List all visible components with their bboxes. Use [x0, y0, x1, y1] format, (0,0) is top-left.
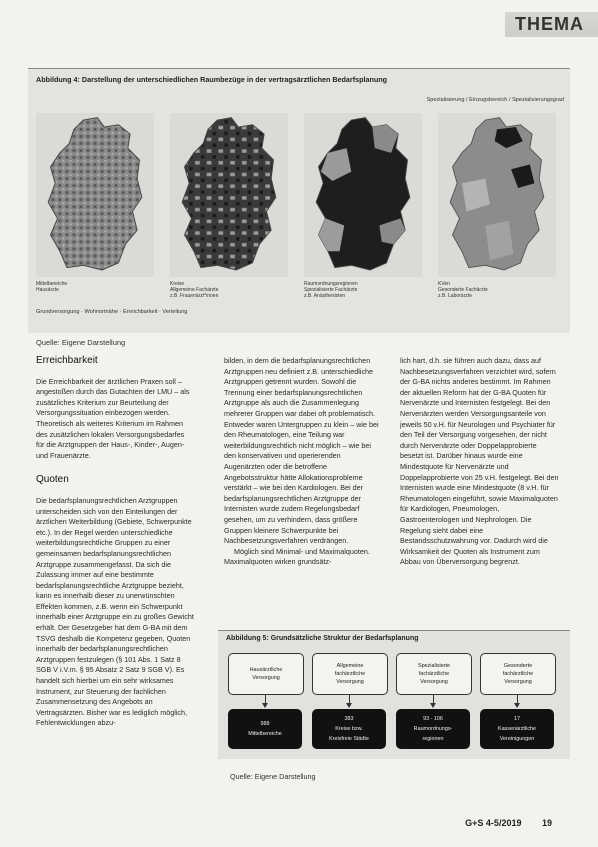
map-label: Kreise Allgemeine Fachärzte z.B. Frauenärzt*innen	[170, 281, 219, 299]
map-kreise	[170, 113, 288, 277]
text-column-3	[400, 356, 560, 568]
paragraph: lich hart, d.h. sie führen auch dazu, dass auf Nachbesetzungsverfahren verzichtet wird, sofern der G-BA nichts anderes bestimmt. Im Rahmen der aktuellen Reform hat der G-BA Quoten für Nervenärzte und Internisten festgelegt. Bei den Nervenärzten werden Versorgungsanteile von jeweils 50 v.H. für Neurologen und Psychiater für den Teil der Versorgung vorgesehen, der nicht durch Nervenärzte oder Doppelapprobierte besetzt ist. Darüber hinaus wurde eine Mindestquote für Nervenärzte und Doppelapprobierte von 25 v.H. festgelegt. Bei den Internisten wurde eine Mindestquote (8 v.H. für Rheumatologen eingeführt, sowie Maximalquoten für Kardiologen, Pneumologen, Gastroenterologen und Nephrologen. Die Regelung sieht dabei eine Bestandsschutzwahrung vor. Dadurch wird die Wirksamkeit der Quoten als Instrument zum Abbau von Überversorgung begrenzt.	[400, 356, 559, 567]
paragraph: Die bedarfsplanungsrechtlichen Arztgruppen unterscheiden sich von den Einteilungen der ärztlichen Weiterbildung (Gebiete, Schwerpunkte etc.). In der Regel werden unterschiedliche weiterbildungsrechtliche Gruppen zu einer gemeinsamen bedarfsplanungsrechtlichen Arztgruppe zusammengefasst. Da sich die Zulassung immer auf eine bestimmte bedarfsplanungsrechtliche Arztgruppe bezieht, kann es innerhalb dieser zu unerwünschten Effekten kommen, z.B. wenn ein Schwerpunkt innerhalb einer Arztgruppe ein zu großes Gewicht erhält. Der Gesetzgeber hat dem G-BA mit dem TSVG deshalb die Kompetenz gegeben, Quoten innerhalb der bedarfsplanungsrechtlichen Arztgruppen festzulegen (§ 101 Abs. 1 Satz 8 SGB V i.V.m. § 95 Absatz 2 Satz 9 SGB V). Es handelt sich hierbei um ein sehr wirksames Instrument, zur Steuerung der fachlichen Zusammensetzung des Angebots an Vertragsärzten. Bisher war es lediglich möglich, Fehlentwicklungen abzu-	[36, 495, 194, 728]
germany-map-kreise	[170, 113, 288, 277]
germany-map-fine	[36, 113, 154, 277]
figure-5	[218, 630, 570, 759]
paragraph: Die Erreichbarkeit der ärztlichen Praxen soll – angestoßen durch das Gutachten der LMU – als zusätzliches Kriterium zur Beurteilung der Versorgungssituation einbezogen werden. Theoretisch als weiteres Kriterium im Rahmen des zusätzlichen lokalen Versorgungsbedarfes für die Arztgruppen der Haus-, Kinder-, Augen- und Frauenärzte.	[36, 376, 190, 460]
arrow-down-icon	[433, 694, 434, 706]
box-spezialisiert: Spezialisierte fachärztliche Versorgung	[396, 653, 472, 695]
figure-4-title: Abbildung 4: Darstellung der unterschiedlichen Raumbezüge in der vertragsärztlichen Bedarfsplanung	[36, 75, 388, 84]
box-raumordnungsregionen: 93 - 106 Raumordnungs- regionen	[396, 709, 470, 749]
figure-4	[28, 68, 570, 333]
arrow-down-icon	[265, 694, 266, 706]
arrow-down-icon	[517, 694, 518, 706]
box-kven: 17 Kassenärztliche Vereinigungen	[480, 709, 554, 749]
germany-map-kven	[438, 113, 556, 277]
text-column-1	[36, 356, 194, 729]
section-label: THEMA	[505, 12, 598, 37]
figure-4-footnote: Grundversorgung · Wohnortnähe · Erreichbarkeit · Verteilung	[36, 309, 188, 315]
box-mittelbereiche: 988 Mittelbereiche	[228, 709, 302, 749]
map-mittelbereiche	[36, 113, 154, 277]
journal-issue: G+S 4-5/2019	[465, 818, 522, 828]
figure-5-source: Quelle: Eigene Darstellung	[230, 772, 316, 781]
figure-4-source: Quelle: Eigene Darstellung	[36, 338, 126, 347]
paragraph: Möglich sind Minimal- und Maximalquoten. Maximalquoten wirken grundsätz-	[224, 546, 370, 567]
box-gesondert: Gesonderte fachärztliche Versorgung	[480, 653, 556, 695]
paragraph: bilden, in dem die bedarfsplanungsrechtlichen Arztgruppen neu definiert z.B. unterschiedliche Arztgruppen getrennt wurden. Sowohl die Trennung einer bedarfsplanungsrechtlichen Arztgruppe als auch die Zusammenlegung mehrerer Gruppen war dabei oft problematisch. Entweder waren Untergruppen zu klein – wie bei den Rheumatologen, eine Teilung war weiterbildungsrechtlich nicht möglich – wie bei den konservativen und operierenden Augenärzten oder die betroffene Angebotsstruktur hätte Allokationsprobleme verstärkt – wie bei den Kardiologen. Bei der bedarfsplanungsrechtlichen Arztgruppe der Internisten wurde zudem Regelungsbedarf gesehen, um zu verhindern, dass größere Gruppen kleinere Schwerpunkte bei Nachbesetzungsverfahren verdrängen.	[224, 356, 379, 546]
text-column-2	[224, 356, 382, 568]
box-allgemein: Allgemeine fachärztliche Versorgung	[312, 653, 388, 695]
figure-5-title: Abbildung 5: Grundsätzliche Struktur der Bedarfsplanung	[226, 635, 419, 642]
map-kven	[438, 113, 556, 277]
map-label: Mittelbereiche Hausärzte	[36, 281, 68, 293]
page-footer	[465, 818, 552, 828]
germany-map-regions	[304, 113, 422, 277]
figure-4-legend: Spezialisierung / Einzugsbereich / Spezialisierungsgrad	[426, 97, 564, 103]
map-label: Raumordnungsregionen Spezialisierte Fachärzte z.B. Anästhesisten	[304, 281, 358, 299]
heading-quoten: Quoten	[36, 474, 69, 486]
map-label: KVen Gesonderte Fachärzte z.B. Laborärzte	[438, 281, 488, 299]
box-hausaerztlich: Hausärztliche Versorgung	[228, 653, 304, 695]
arrow-down-icon	[349, 694, 350, 706]
map-raumordnungsregionen	[304, 113, 422, 277]
heading-erreichbarkeit: Erreichbarkeit	[36, 355, 98, 366]
box-kreise: 383 Kreise bzw. Kreisfreie Städte	[312, 709, 386, 749]
page-number: 19	[541, 818, 552, 828]
